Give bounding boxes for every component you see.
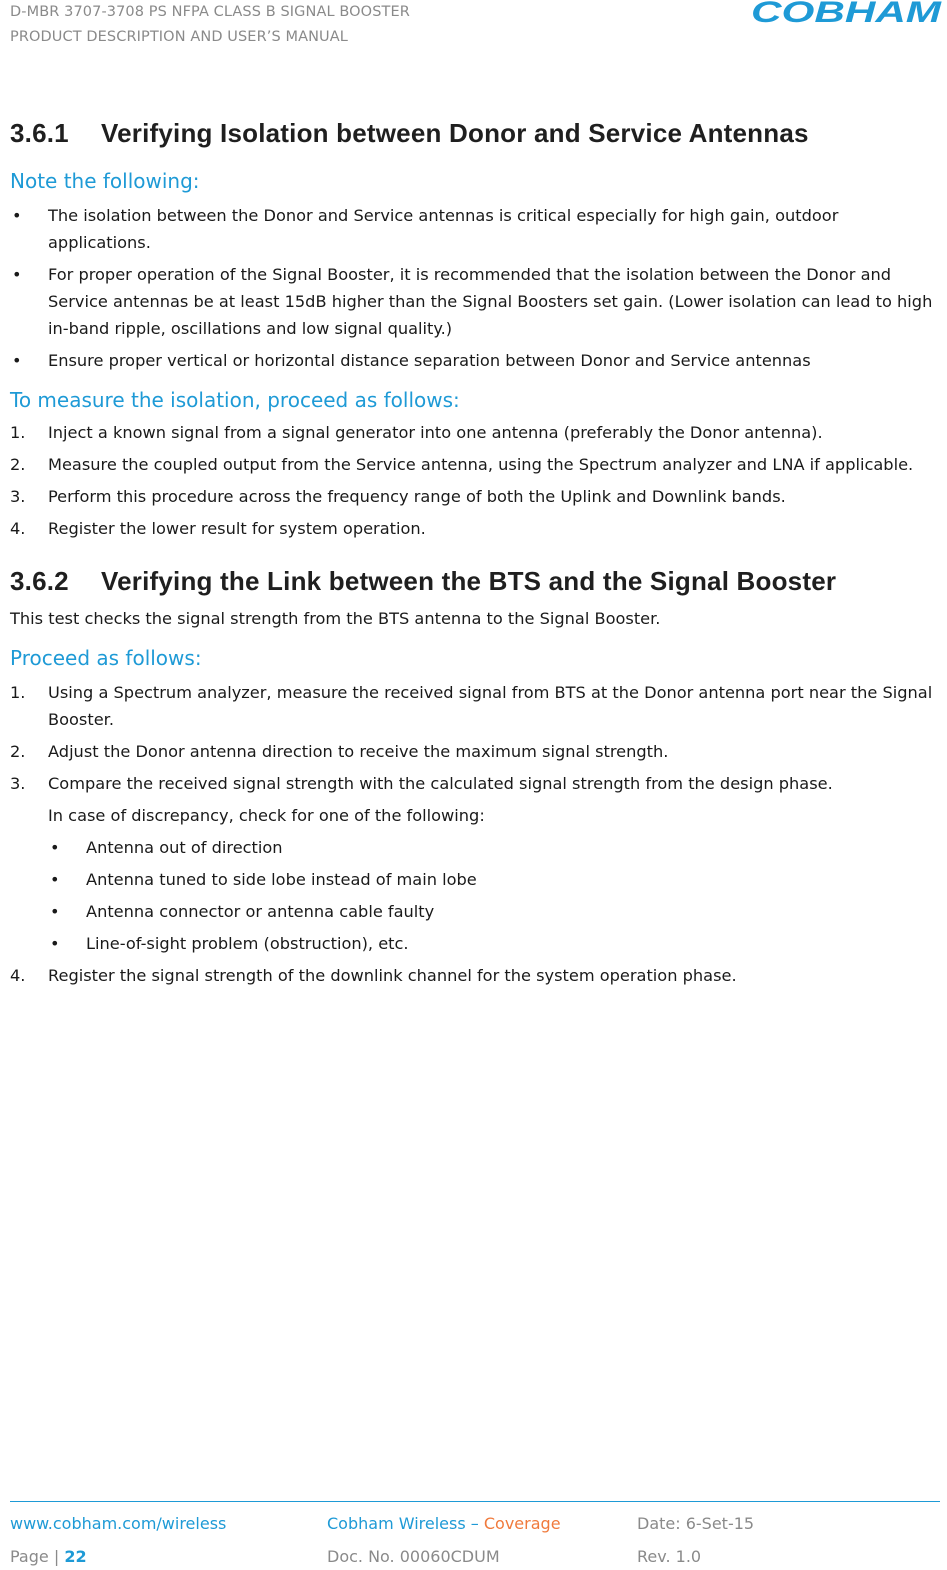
step-number: 1.	[10, 423, 26, 442]
bullet-icon: •	[50, 838, 60, 857]
list-item	[48, 898, 942, 925]
section-title: Verifying the Link between the BTS and the Signal Booster	[101, 566, 837, 596]
step-number: 2.	[10, 455, 26, 474]
list-item	[10, 770, 942, 797]
step-text: Measure the coupled output from the Service antenna, using the Spectrum analyzer and LNA if applicable.	[48, 455, 914, 474]
bullet-text: Antenna connector or antenna cable faulty	[86, 902, 435, 921]
step-number: 4.	[10, 519, 26, 538]
list-item	[10, 261, 942, 342]
step-text: Register the lower result for system operation.	[48, 519, 426, 538]
cobham-logo	[749, 0, 945, 24]
list-item	[10, 483, 942, 510]
footer-revision: Rev. 1.0	[637, 1547, 702, 1566]
bullet-text: Line-of-sight problem (obstruction), etc.	[86, 934, 409, 953]
list-item	[10, 202, 942, 256]
footer-doc-number: Doc. No. 00060CDUM	[327, 1547, 500, 1566]
step-number: 3.	[10, 487, 26, 506]
measure-steps-list	[10, 419, 942, 542]
list-item	[48, 866, 942, 893]
step-number: 3.	[10, 774, 26, 793]
bullet-icon: •	[50, 870, 60, 889]
final-step-list	[10, 962, 942, 989]
bullet-icon: •	[12, 206, 22, 225]
footer-company-name: Cobham Wireless	[327, 1514, 466, 1533]
bullet-text: Antenna tuned to side lobe instead of main lobe	[86, 870, 477, 889]
bullet-icon: •	[12, 351, 22, 370]
note-heading: Note the following:	[10, 169, 200, 193]
step-number: 1.	[10, 683, 26, 702]
step-text: Using a Spectrum analyzer, measure the received signal from BTS at the Donor antenna port near the Signal Booster.	[48, 683, 933, 729]
list-item	[10, 451, 942, 478]
step-text: Inject a known signal from a signal generator into one antenna (preferably the Donor antenna).	[48, 423, 823, 442]
document-header	[10, 0, 410, 50]
bullet-text: Ensure proper vertical or horizontal distance separation between Donor and Service antennas	[48, 351, 811, 370]
bullet-text: The isolation between the Donor and Service antennas is critical especially for high gain, outdoor applications.	[48, 206, 839, 252]
bullet-icon: •	[50, 934, 60, 953]
footer-date: Date: 6-Set-15	[637, 1514, 755, 1533]
step-text: Compare the received signal strength with the calculated signal strength from the design phase.	[48, 774, 833, 793]
footer-page-number: 22	[64, 1547, 87, 1566]
list-item	[48, 834, 942, 861]
step-text: Register the signal strength of the downlink channel for the system operation phase.	[48, 966, 737, 985]
page-content	[10, 118, 942, 989]
proceed-steps-list	[10, 679, 942, 797]
section-title: Verifying Isolation between Donor and Service Antennas	[101, 118, 809, 148]
bullet-text: For proper operation of the Signal Booster, it is recommended that the isolation between the Donor and Service antennas be at least 15dB higher than the Signal Boosters set gain. (Lower isolation can lead to high in-band ripple, oscillations and low signal quality.)	[48, 265, 933, 338]
footer-division: Coverage	[483, 1514, 561, 1533]
proceed-heading: Proceed as follows:	[10, 646, 202, 670]
discrepancy-check-list	[10, 834, 942, 957]
measure-heading: To measure the isolation, proceed as follows:	[10, 388, 460, 412]
bullet-text: Antenna out of direction	[86, 838, 283, 857]
section-heading-3-6-1	[10, 118, 942, 149]
list-item	[10, 738, 942, 765]
footer-page	[10, 1547, 87, 1567]
list-item	[48, 930, 942, 957]
list-item	[10, 515, 942, 542]
step-text: Adjust the Donor antenna direction to receive the maximum signal strength.	[48, 742, 669, 761]
step-text: Perform this procedure across the frequency range of both the Uplink and Downlink bands.	[48, 487, 786, 506]
bullet-icon: •	[50, 902, 60, 921]
footer-company	[327, 1514, 561, 1534]
step-number: 2.	[10, 742, 26, 761]
bullet-icon: •	[12, 265, 22, 284]
step-number: 4.	[10, 966, 26, 985]
footer-dash: –	[470, 1514, 479, 1533]
footer-website-link[interactable]: www.cobham.com/wireless	[10, 1514, 227, 1533]
note-bullet-list	[10, 202, 942, 374]
section-number: 3.6.2	[10, 566, 69, 596]
list-item	[10, 679, 942, 733]
discrepancy-note: In case of discrepancy, check for one of the following:	[48, 806, 485, 825]
header-title-line2: PRODUCT DESCRIPTION AND USER’S MANUAL	[10, 29, 348, 45]
list-item	[10, 347, 942, 374]
list-item	[10, 962, 942, 989]
section-number: 3.6.1	[10, 118, 69, 148]
list-item	[10, 419, 942, 446]
footer-divider	[10, 1501, 940, 1502]
footer-page-label: Page |	[10, 1547, 60, 1566]
logo-text: COBHAM	[751, 0, 943, 24]
section-intro: This test checks the signal strength from the BTS antenna to the Signal Booster.	[10, 609, 661, 628]
section-heading-3-6-2	[10, 566, 942, 597]
header-title-line1: D-MBR 3707-3708 PS NFPA CLASS B SIGNAL BOOSTER	[10, 4, 410, 20]
